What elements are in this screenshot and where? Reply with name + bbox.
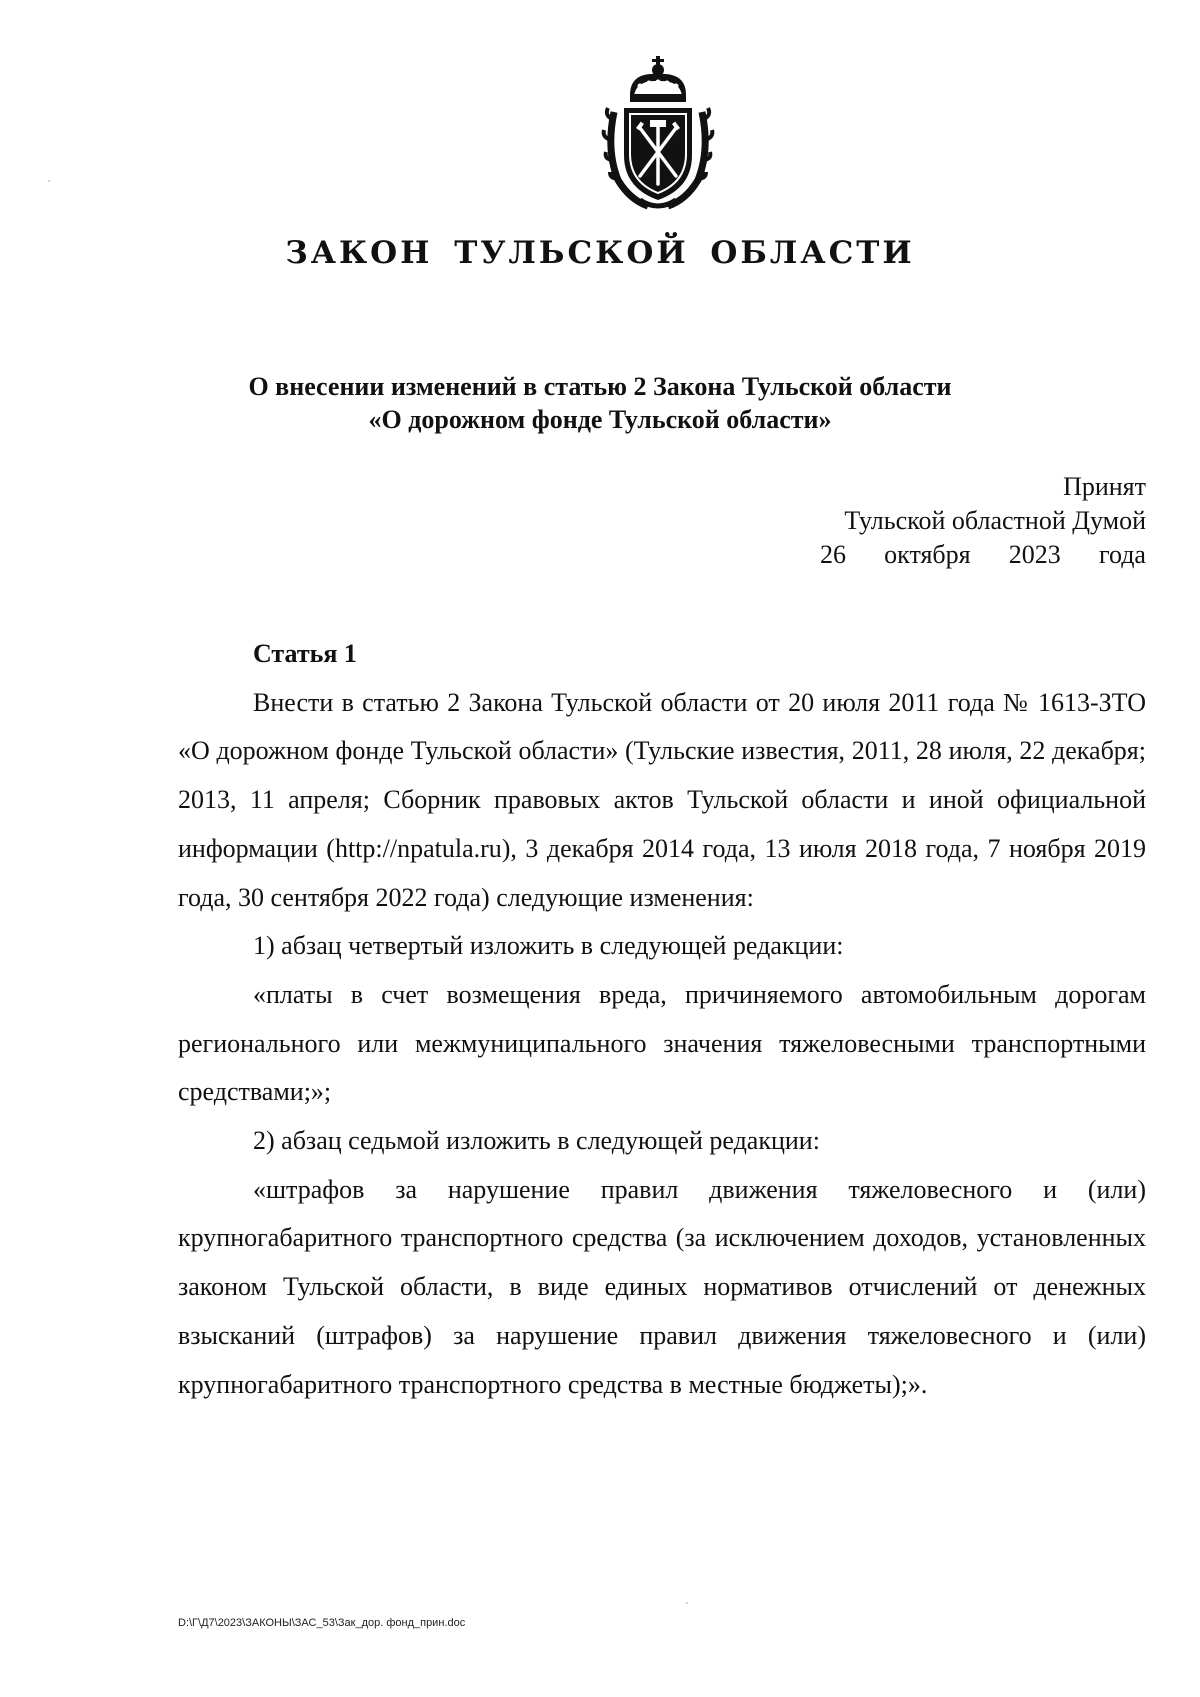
footer-file-path: D:\Г\Д7\2023\ЗАКОНЫ\ЗАС_53\Зак_дор. фонд_прин.doc <box>178 1617 466 1629</box>
tula-coat-of-arms-icon <box>600 50 716 212</box>
adoption-line-1: Принят <box>1063 472 1146 501</box>
adoption-year: 2023 <box>1008 540 1061 569</box>
article-intro: Внести в статью 2 Закона Тульской области от 20 июля 2011 года № 1613-ЗТО «О дорожном фонде Тульской области» (Тульские известия, 2011, 28 июля, 22 декабря; 2013, 11 апреля; Сборник правовых актов Тульской области и иной официальной информации (http://npatula.ru), 3 декабря 2014 года, 13 июля 2018 года, 7 ноября 2019 года, 30 сентября 2022 года) следующие изменения: <box>178 687 1146 912</box>
article-item-2: 2) абзац седьмой изложить в следующей редакции: <box>253 1126 820 1156</box>
article-item-1: 1) абзац четвертый изложить в следующей редакции: <box>253 931 844 961</box>
article-item-2-text: «штрафов за нарушение правил движения тяжеловесного и (или) крупногабаритного транспортного средства (за исключением доходов, установленных законом Тульской области, в виде единых нормативов отчислений от денежных взысканий (штрафов) за нарушение правил движения тяжеловесного и (или) крупногабаритного транспортного средства в местные бюджеты);». <box>178 1174 1146 1399</box>
adoption-month: октября <box>884 540 971 569</box>
article-item-1-text: «платы в счет возмещения вреда, причиняемого автомобильным дорогам регионального или межмуниципального значения тяжеловесными транспортными средствами;»; <box>178 979 1146 1107</box>
subject-line-2: «О дорожном фонде Тульской области» <box>368 405 832 434</box>
adoption-block <box>820 470 1146 572</box>
adoption-suffix: года <box>1098 540 1146 569</box>
law-subject <box>0 370 1200 436</box>
article-body <box>178 630 1146 1409</box>
adoption-day: 26 <box>820 540 846 569</box>
scan-speck <box>48 180 50 182</box>
adoption-line-2: Тульской областной Думой <box>844 506 1146 535</box>
document-title: ЗАКОН ТУЛЬСКОЙ ОБЛАСТИ <box>285 235 915 271</box>
subject-line-1: О внесении изменений в статью 2 Закона Тульской области <box>248 372 952 401</box>
article-heading: Статья 1 <box>253 639 357 668</box>
adoption-date <box>820 538 1146 572</box>
scan-speck <box>686 1602 688 1604</box>
